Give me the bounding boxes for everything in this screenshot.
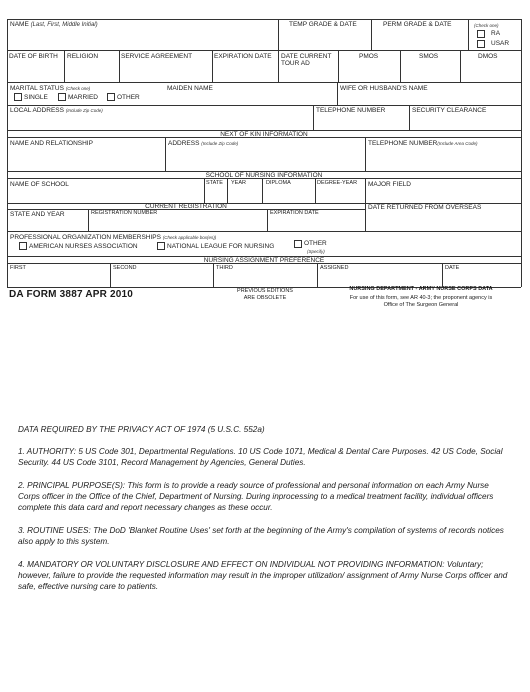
expiration-date-label: EXPIRATION DATE bbox=[214, 53, 272, 60]
assignment-date-label: DATE bbox=[445, 265, 460, 271]
name-label: NAME (Last, First, Middle Initial) bbox=[10, 21, 98, 28]
school-state-label: STATE bbox=[206, 180, 223, 186]
other-label: OTHER bbox=[117, 94, 140, 101]
maiden-name-label: MAIDEN NAME bbox=[167, 85, 213, 92]
assignment-header: NURSING ASSIGNMENT PREFERENCE bbox=[203, 256, 325, 264]
kin-address-label: ADDRESS (Include Zip Code) bbox=[168, 140, 239, 147]
kin-zip-hint: (Include Zip Code) bbox=[201, 141, 239, 146]
area-code-hint: (Include Area Code) bbox=[437, 141, 478, 146]
nln-label: NATIONAL LEAGUE FOR NURSING bbox=[167, 243, 275, 250]
usar-label: USAR bbox=[491, 40, 510, 47]
ra-checkbox[interactable] bbox=[477, 30, 485, 38]
major-field-label: MAJOR FIELD bbox=[368, 181, 411, 188]
next-of-kin-header: NEXT OF KIN INFORMATION bbox=[220, 130, 308, 138]
date-current-label: DATE CURRENT TOUR AD bbox=[281, 53, 332, 67]
religion-label: RELIGION bbox=[67, 53, 99, 60]
purpose-paragraph: 2. PRINCIPAL PURPOSE(S): This form is to provide a ready source of professional and personal information on each Army Nurse Corps officer in the Office of the Chief, Department of Nursing. During inprocessing to a medical treatment facility, individual officers complete this data card and report necessary changes as these occur. bbox=[18, 481, 494, 512]
rule bbox=[7, 50, 521, 51]
married-checkbox[interactable] bbox=[58, 93, 66, 101]
rule bbox=[7, 82, 521, 83]
third-choice-label: THIRD bbox=[216, 265, 233, 271]
rule bbox=[7, 105, 521, 106]
diploma-label: DIPLOMA bbox=[266, 180, 291, 186]
usar-checkbox[interactable] bbox=[477, 40, 485, 48]
privacy-act-title: DATA REQUIRED BY THE PRIVACY ACT OF 1974 (5 U.S.C. 552a) bbox=[18, 425, 265, 434]
single-label: SINGLE bbox=[24, 94, 48, 101]
rule bbox=[7, 19, 8, 287]
rule bbox=[7, 231, 521, 232]
perm-grade-label: PERM GRADE & DATE bbox=[383, 21, 452, 28]
other-org-label: OTHER bbox=[304, 240, 327, 247]
pmos-label: PMOS bbox=[359, 53, 379, 60]
zip-hint: (Include Zip Code) bbox=[65, 108, 103, 113]
form-number: DA FORM 3887 APR 2010 bbox=[9, 289, 134, 300]
school-header: SCHOOL OF NURSING INFORMATION bbox=[205, 171, 323, 179]
date-returned-label: DATE RETURNED FROM OVERSEAS bbox=[368, 204, 482, 211]
name-hint: (Last, First, Middle Initial) bbox=[30, 22, 98, 28]
check-one-hint: (Check one) bbox=[474, 23, 499, 28]
rule bbox=[521, 19, 522, 287]
ana-checkbox[interactable] bbox=[19, 242, 27, 250]
telephone-label: TELEPHONE NUMBER bbox=[316, 107, 386, 114]
memberships-label: PROFESSIONAL ORGANIZATION MEMBERSHIPS (Check applicable box(es)) bbox=[10, 234, 217, 241]
previous-editions-note: PREVIOUS EDITIONS ARE OBSOLETE bbox=[237, 288, 293, 301]
registration-expiration-label: EXPIRATION DATE bbox=[270, 210, 319, 216]
security-clearance-label: SECURITY CLEARANCE bbox=[412, 107, 487, 114]
authority-paragraph: 1. AUTHORITY: 5 US Code 301, Departmental Regulations. 10 US Code 1071, Medical & Dental Care Purposes. 42 US Code, Social Security. 44 US Code 3101, Record Management by Agencies, General Duties. bbox=[18, 447, 503, 467]
other-checkbox[interactable] bbox=[107, 93, 115, 101]
state-year-label: STATE AND YEAR bbox=[10, 211, 65, 218]
married-label: MARRIED bbox=[68, 94, 98, 101]
spouse-name-label: WIFE OR HUSBAND'S NAME bbox=[340, 85, 428, 92]
dmos-label: DMOS bbox=[478, 53, 498, 60]
school-name-label: NAME OF SCHOOL bbox=[10, 181, 69, 188]
department-title: NURSING DEPARTMENT - ARMY NURSE CORPS DATA bbox=[349, 286, 493, 292]
assigned-label: ASSIGNED bbox=[320, 265, 349, 271]
registration-number-label: REGISTRATION NUMBER bbox=[91, 210, 158, 216]
kin-telephone-label: TELEPHONE NUMBER(Include Area Code) bbox=[368, 140, 478, 147]
degree-year-label: DEGREE-YEAR bbox=[317, 180, 358, 186]
dob-label: DATE OF BIRTH bbox=[9, 53, 58, 60]
local-address-label: LOCAL ADDRESS (Include Zip Code) bbox=[10, 107, 103, 114]
disclosure-paragraph: 4. MANDATORY OR VOLUNTARY DISCLOSURE AND EFFECT ON INDIVIDUAL NOT PROVIDING INFORMATION: Voluntary; however, failure to provide the requested information may result in the improper utilization/ assignment of Army Nurse Corps officer and safe, effective nursing care to patients. bbox=[18, 560, 508, 591]
single-checkbox[interactable] bbox=[14, 93, 22, 101]
marital-status-label: MARITAL STATUS (Check one) bbox=[10, 85, 91, 92]
kin-name-label: NAME AND RELATIONSHIP bbox=[10, 140, 93, 147]
proponent-note: For use of this form, see AR 40-3; the proponent agency is Office of The Surgeon General bbox=[349, 295, 493, 308]
other-org-checkbox[interactable] bbox=[294, 240, 302, 248]
first-choice-label: FIRST bbox=[10, 265, 26, 271]
rule bbox=[7, 19, 521, 20]
memberships-hint: (Check applicable box(es)) bbox=[162, 235, 217, 240]
school-year-label: YEAR bbox=[231, 180, 246, 186]
specify-hint: (Specify) bbox=[307, 249, 325, 254]
temp-grade-label: TEMP GRADE & DATE bbox=[289, 21, 357, 28]
ana-label: AMERICAN NURSES ASSOCIATION bbox=[29, 243, 138, 250]
registration-header: CURRENT REGISTRATION bbox=[145, 203, 227, 210]
routine-uses-paragraph: 3. ROUTINE USES: The DoD 'Blanket Routine Uses' set forth at the beginning of the Army's compilation of systems of records notices also apply to this system. bbox=[18, 526, 504, 546]
da-form-3887-card bbox=[7, 19, 521, 287]
smos-label: SMOS bbox=[419, 53, 439, 60]
marital-hint: (Check one) bbox=[65, 86, 91, 91]
second-choice-label: SECOND bbox=[113, 265, 137, 271]
nln-checkbox[interactable] bbox=[157, 242, 165, 250]
service-agreement-label: SERVICE AGREEMENT bbox=[121, 53, 193, 60]
ra-label: RA bbox=[491, 30, 501, 37]
